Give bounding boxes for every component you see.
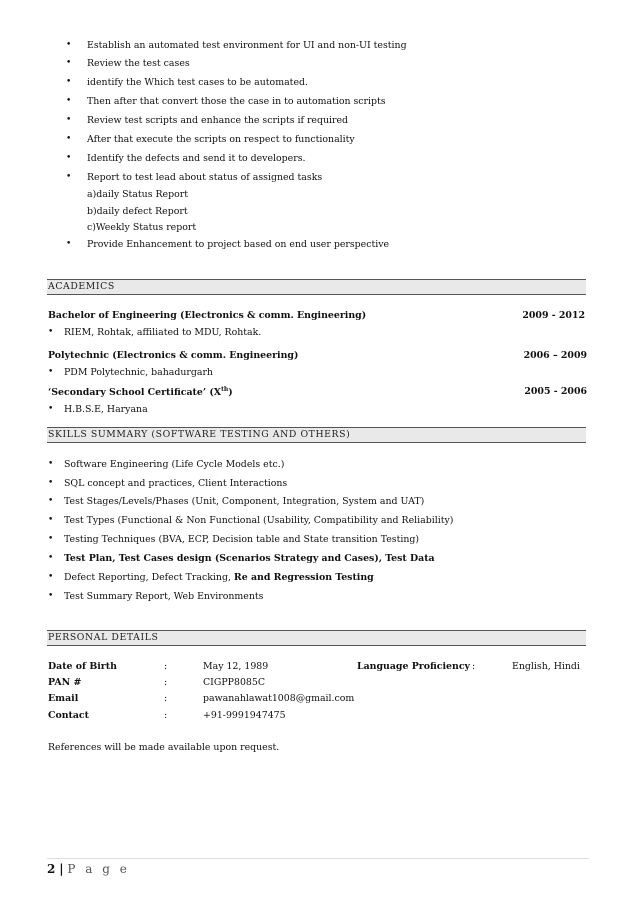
detail-separator: : — [164, 693, 168, 704]
personal-section-header — [47, 630, 586, 646]
skill-item: SQL concept and practices, Client Interactions — [64, 478, 288, 489]
language-value: English, Hindi — [512, 661, 580, 672]
institute-name: RIEM, Rohtak, affiliated to MDU, Rohtak. — [64, 327, 262, 338]
skills-section-header — [47, 427, 586, 443]
detail-separator: : — [164, 710, 168, 721]
responsibility-item: Report to test lead about status of assigned tasks — [87, 172, 323, 183]
bullet-icon — [48, 534, 53, 544]
bullet-icon — [48, 367, 53, 377]
bullet-icon — [66, 40, 71, 50]
bullet-icon — [48, 478, 53, 488]
page-number: 2 — [47, 862, 56, 876]
skill-item: Defect Reporting, Defect Tracking, Re and Regression Testing — [64, 572, 374, 583]
skill-item: Test Summary Report, Web Environments — [64, 591, 264, 602]
page-separator: | — [59, 862, 64, 876]
bullet-icon — [48, 591, 53, 601]
page-footer — [47, 862, 130, 876]
responsibility-item: Establish an automated test environment for UI and non-UI testing — [87, 40, 407, 51]
references-note: References will be made available upon request. — [48, 742, 280, 753]
bullet-icon — [66, 58, 71, 68]
responsibility-item: Provide Enhancement to project based on end user perspective — [87, 239, 390, 250]
bullet-icon — [48, 404, 53, 414]
degree-title: Polytechnic (Electronics & comm. Engineering) — [48, 350, 299, 361]
skill-item: Test Plan, Test Cases design (Scenarios Strategy and Cases), Test Data — [64, 553, 435, 564]
skill-item: Testing Techniques (BVA, ECP, Decision table and State transition Testing) — [64, 534, 420, 545]
contact-value: +91-9991947475 — [203, 710, 286, 721]
email-value: pawanahlawat1008@gmail.com — [203, 693, 355, 704]
bullet-icon — [66, 115, 71, 125]
detail-label: Date of Birth — [48, 661, 117, 672]
bullet-icon — [66, 134, 71, 144]
institute-name: H.B.S.E, Haryana — [64, 404, 148, 415]
page-word: P a g e — [67, 862, 130, 876]
responsibility-item: Identify the defects and send it to developers. — [87, 153, 306, 164]
responsibility-item: Review test scripts and enhance the scripts if required — [87, 115, 349, 126]
detail-separator: : — [164, 661, 168, 672]
bullet-icon — [48, 515, 53, 525]
bullet-icon — [48, 459, 53, 469]
section-heading: ACADEMICS — [48, 281, 115, 292]
responsibility-item: Review the test cases — [87, 58, 190, 69]
skill-item: Test Types (Functional & Non Functional (Usability, Compatibility and Reliability) — [64, 515, 454, 526]
bullet-icon — [48, 572, 53, 582]
detail-separator: : — [164, 677, 168, 688]
academics-section-header — [47, 279, 586, 295]
bullet-icon — [48, 553, 53, 563]
detail-label: Email — [48, 693, 79, 704]
responsibility-item: Then after that convert those the case in to automation scripts — [87, 96, 386, 107]
section-heading: SKILLS SUMMARY (SOFTWARE TESTING AND OTHERS) — [48, 429, 351, 440]
responsibility-item: identify the Which test cases to be automated. — [87, 77, 308, 88]
detail-value: May 12, 1989 — [203, 661, 269, 672]
report-subitem: a)daily Status Report — [87, 189, 188, 200]
bullet-icon — [66, 239, 71, 249]
bullet-icon — [66, 77, 71, 87]
bullet-icon — [66, 96, 71, 106]
responsibility-item: After that execute the scripts on respect to functionality — [87, 134, 355, 145]
report-subitem: b)daily defect Report — [87, 206, 188, 217]
skill-item: Software Engineering (Life Cycle Models etc.) — [64, 459, 285, 470]
skill-item: Test Stages/Levels/Phases (Unit, Component, Integration, System and UAT) — [64, 496, 425, 507]
bullet-icon — [48, 496, 53, 506]
detail-label: Contact — [48, 710, 89, 721]
degree-title: Bachelor of Engineering (Electronics & comm. Engineering) — [48, 310, 367, 321]
institute-name: PDM Polytechnic, bahadurgarh — [64, 367, 213, 378]
bullet-icon — [48, 327, 53, 337]
degree-years: 2009 - 2012 — [522, 310, 585, 321]
degree-years: 2006 – 2009 — [523, 350, 587, 361]
footer-divider — [47, 858, 589, 859]
detail-label: PAN # — [48, 677, 82, 688]
detail-value: CIGPP8085C — [203, 677, 266, 688]
report-subitem: c)Weekly Status report — [87, 222, 197, 233]
degree-title: ‘Secondary School Certificate’ (Xth) — [48, 386, 233, 399]
bullet-icon — [66, 172, 71, 182]
degree-years: 2005 - 2006 — [524, 386, 587, 397]
bullet-icon — [66, 153, 71, 163]
section-heading: PERSONAL DETAILS — [48, 632, 159, 643]
language-label: Language Proficiency — [357, 661, 470, 672]
detail-separator: : — [472, 661, 476, 672]
